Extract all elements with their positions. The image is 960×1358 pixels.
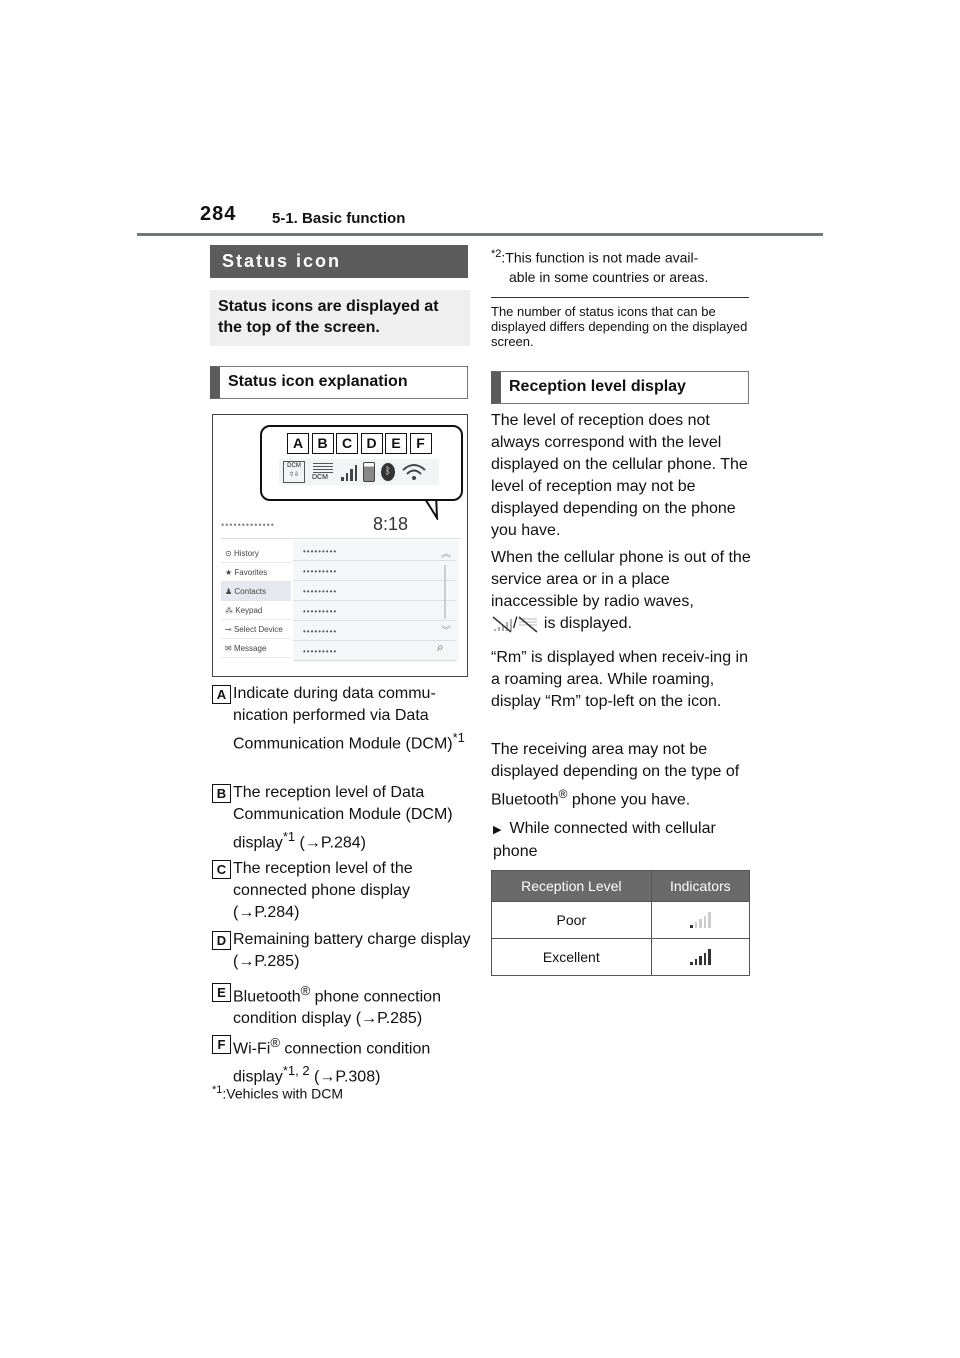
table-row — [492, 902, 750, 939]
level-poor: Poor — [492, 902, 652, 939]
callout-letter-a: A — [287, 433, 309, 454]
legend-text-d: Remaining battery charge display (→P.285) — [233, 931, 471, 970]
reception-level-heading: Reception level display — [491, 371, 749, 404]
callout-letter-e: E — [385, 433, 407, 454]
no-signal-dcm-icon — [517, 615, 539, 633]
legend-mark-a: A — [212, 685, 231, 704]
legend-mark-f: F — [212, 1035, 231, 1054]
legend-mark-d: D — [212, 931, 231, 950]
phone-reception-icon — [341, 463, 357, 481]
screen-list-row[interactable]: ••••••••• — [293, 582, 456, 601]
table-row — [492, 939, 750, 976]
screen-tab-history[interactable]: ⊙ History — [221, 544, 291, 563]
legend-text-f: Wi-Fi® connection condition display$^{*1, 2}$ (→P.308) — [233, 1035, 431, 1086]
status-icon-heading: Status icon — [210, 245, 468, 278]
screen-tab-select-device[interactable]: ⊸ Select Device — [221, 620, 291, 639]
level-excellent: Excellent — [492, 939, 652, 976]
legend-mark-b: B — [212, 784, 231, 803]
footnote-1: $^{*1}$:Vehicles with DCM — [212, 1084, 343, 1102]
footnote-2: $^{*2}$:This function is not made avail- able in some countries or areas. — [491, 248, 709, 285]
reception-level-table — [491, 870, 750, 976]
status-icons-strip — [279, 459, 439, 485]
legend-mark-e: E — [212, 983, 231, 1002]
scrollbar[interactable] — [444, 565, 446, 619]
screen-tab-favorites[interactable]: ★ Favorites — [221, 563, 291, 582]
search-icon[interactable]: ⌕ — [437, 640, 444, 654]
legend-text-c: The reception level of the connected phone display (→P.284) — [233, 860, 413, 921]
callout-letter-f: F — [410, 433, 432, 454]
section-title: 5-1. Basic function — [272, 210, 406, 227]
scroll-down-icon[interactable]: ︾ — [441, 626, 451, 637]
indicator-excellent — [651, 939, 749, 976]
screen-top-bar: ••••••••••••• — [221, 514, 461, 539]
legend-text-b: The reception level of Data Communication Module (DCM) display$^{*1}$ (→P.284) — [233, 784, 453, 852]
screen-clock: 8:18 — [373, 514, 409, 534]
table-header-level: Reception Level — [492, 871, 652, 902]
screen-list-row[interactable]: ••••••••• — [293, 542, 456, 561]
no-signal-phone-icon — [491, 615, 513, 633]
header-divider — [137, 233, 823, 236]
status-icon-lead: Status icons are displayed at the top of the screen. — [210, 290, 470, 346]
callout-letter-b: B — [312, 433, 334, 454]
bullet-arrow-icon: ▶ — [493, 824, 502, 836]
bluetooth-icon: ᛒ — [381, 463, 395, 481]
screen-tab-contacts[interactable]: ♟ Contacts — [221, 582, 291, 601]
dcm-reception-icon: DCM — [311, 461, 335, 483]
screen-tab-keypad[interactable]: ⁂ Keypad — [221, 601, 291, 620]
dcm-data-icon: DCM ⇧⇩ — [283, 461, 305, 483]
legend-text-a: Indicate during data commu-nication performed via Data Communication Module (DCM)$^{*1}$ — [233, 685, 465, 753]
cellular-bullet: ▶ While connected with cellular phone — [493, 820, 716, 860]
table-header-indicators: Indicators — [651, 871, 749, 902]
reception-paragraph-4: The receiving area may not be displayed depending on the type of Bluetooth® phone you have. — [491, 741, 740, 809]
callout-letters — [287, 433, 434, 455]
wifi-icon — [401, 462, 427, 482]
screen-list-row[interactable]: ••••••••• — [293, 602, 456, 621]
note-divider — [491, 297, 749, 298]
signal-poor-icon — [690, 910, 711, 928]
screen-list-row[interactable]: ••••••••• — [293, 642, 456, 661]
callout-letter-c: C — [336, 433, 358, 454]
screen-tab-message[interactable]: ✉ Message — [221, 639, 291, 658]
scroll-up-icon[interactable]: ︽ — [441, 549, 451, 560]
status-icon-note: The number of status icons that can be displayed differs depending on the displayed screen. — [491, 304, 748, 349]
signal-excellent-icon — [690, 947, 711, 965]
screen-list-row[interactable]: ••••••••• — [293, 622, 456, 641]
reception-paragraph-1: The level of reception does not always correspond with the level displayed on the cellular phone. The level of reception may not be displayed depending on the phone you have. — [491, 412, 748, 539]
legend-mark-c: C — [212, 860, 231, 879]
status-icon-explanation-heading: Status icon explanation — [210, 366, 468, 399]
callout-letter-d: D — [361, 433, 383, 454]
screen-list-row[interactable]: ••••••••• — [293, 562, 456, 581]
reception-paragraph-3: “Rm” is displayed when receiv-ing in a roaming area. While roaming, display “Rm” top-left on the icon. — [491, 649, 748, 710]
reception-paragraph-2: When the cellular phone is out of the service area or in a place inaccessible by radio waves, / is displayed. — [491, 549, 751, 632]
battery-icon — [363, 462, 375, 482]
indicator-poor — [651, 902, 749, 939]
legend-text-e: Bluetooth® phone connection condition display (→P.285) — [233, 983, 441, 1028]
page-number: 284 — [200, 203, 237, 225]
